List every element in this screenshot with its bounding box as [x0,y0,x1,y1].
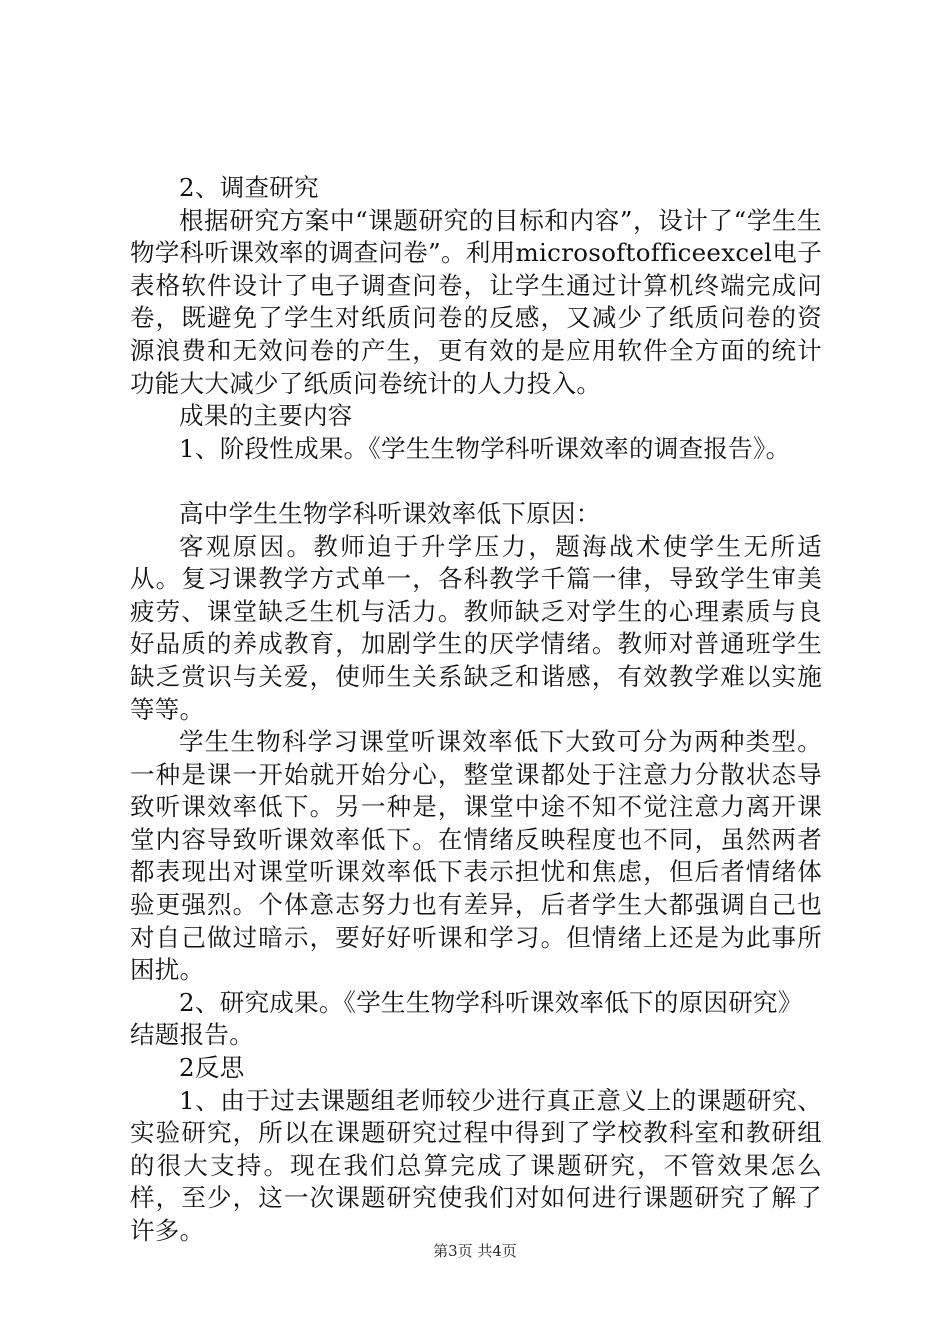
document-body [130,172,822,1248]
heading-survey: 2、调查研究 [179,173,319,202]
page-number: 第3页 共4页 [433,1242,517,1260]
result-item-2: 2、研究成果。《学生生物学科听课效率低下的原因研究》结题报告。 [130,987,803,1050]
page-footer [0,1240,950,1261]
result-item-1: 1、阶段性成果。《学生生物学科听课效率的调查报告》。 [179,433,791,463]
blank-line [130,465,822,498]
paragraph-objective-reasons: 客观原因。教师迫于升学压力，题海战术使学生无所适从。复习课教学方式单一，各科教学千篇一律，导致学生审美疲劳、课堂缺乏生机与活力。教师缺乏对学生的心理素质与良好品质的养成教育，加剧学生的厌学情绪。教师对普通班学生缺乏赏识与关爱，使师生关系缺乏和谐感，有效教学难以实施等等。 [130,531,822,724]
paragraph-survey: 根据研究方案中“课题研究的目标和内容”，设计了“学生生物学科听课效率的调查问卷”。利用microsoftofficeexcel电子表格软件设计了电子调查问卷，让学生通过计算机终端完成问卷，既避免了学生对纸质问卷的反感，又减少了纸质问卷的资源浪费和无效问卷的产生，更有效的是应用软件全方面的统计功能大大减少了纸质问卷统计的人力投入。 [130,205,822,398]
paragraph-types: 学生生物科学习课堂听课效率低下大致可分为两种类型。一种是课一开始就开始分心，整堂课都处于注意力分散状态导致听课效率低下。另一种是，课堂中途不知不觉注意力离开课堂内容导致听课效率低下。在情绪反映程度也不同，虽然两者都表现出对课堂听课效率低下表示担忧和焦虑，但后者情绪体验更强烈。个体意志努力也有差异，后者学生大都强调自己也对自己做过暗示，要好好听课和学习。但情绪上还是为此事所困扰。 [130,727,822,985]
heading-reflection: 2反思 [179,1053,245,1083]
paragraph-reflection: 1、由于过去课题组老师较少进行真正意义上的课题研究、实验研究，所以在课题研究过程中得到了学校教科室和教研组的很大支持。现在我们总算完成了课题研究，不管效果怎么样，至少，这一次课题研究使我们对如何进行课题研究了解了许多。 [130,1085,822,1245]
heading-results: 成果的主要内容 [179,401,353,431]
heading-reasons: 高中学生生物学科听课效率低下原因： [179,498,601,528]
